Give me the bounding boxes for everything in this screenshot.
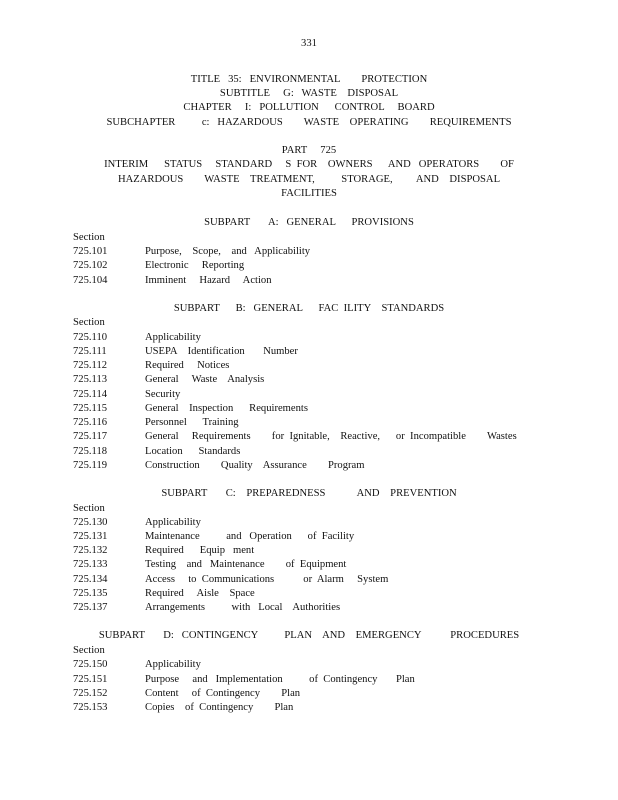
section-title: USEPA Identification Number <box>145 346 298 357</box>
section-title: Maintenance and Operation of Facility <box>145 531 355 542</box>
section-number: 725.116 <box>73 417 108 428</box>
chapter-line: CHAPTER I: POLLUTION CONTROL BOARD <box>183 102 435 113</box>
section-number: 725.152 <box>73 688 108 699</box>
section-title: Electronic Reporting <box>145 260 245 271</box>
section-number: 725.151 <box>73 674 108 685</box>
part-number: PART 725 <box>281 145 337 156</box>
section-title: Personnel Training <box>145 417 239 428</box>
section-title: Applicability <box>145 332 201 343</box>
page-number: 331 <box>301 38 317 49</box>
section-title: Testing and Maintenance of Equipment <box>145 559 347 570</box>
section-label: Section <box>73 317 105 328</box>
section-title: General Inspection Requirements <box>145 403 308 414</box>
section-number: 725.118 <box>73 446 108 457</box>
section-number: 725.115 <box>73 403 108 414</box>
section-title: Required Equip ment <box>145 545 255 556</box>
section-title: Applicability <box>145 659 201 670</box>
subtitle-line: SUBTITLE G: WASTE DISPOSAL <box>219 88 399 99</box>
section-number: 725.114 <box>73 389 108 400</box>
section-number: 725.111 <box>73 346 107 357</box>
section-title: Required Notices <box>145 360 230 371</box>
section-number: 725.150 <box>73 659 108 670</box>
subpart-heading: SUBPART B: GENERAL FAC ILITY STANDARDS <box>173 303 445 314</box>
title-line: TITLE 35: ENVIRONMENTAL PROTECTION <box>190 74 428 85</box>
subpart-heading: SUBPART A: GENERAL PROVISIONS <box>204 217 414 228</box>
section-number: 725.104 <box>73 275 108 286</box>
section-number: 725.130 <box>73 517 108 528</box>
section-number: 725.102 <box>73 260 108 271</box>
section-label: Section <box>73 232 105 243</box>
section-title: Purpose, Scope, and Applicability <box>145 246 311 257</box>
section-label: Section <box>73 645 105 656</box>
section-number: 725.133 <box>73 559 108 570</box>
section-number: 725.113 <box>73 374 108 385</box>
section-number: 725.131 <box>73 531 108 542</box>
section-number: 725.134 <box>73 574 108 585</box>
section-number: 725.119 <box>73 460 108 471</box>
section-title: Location Standards <box>145 446 241 457</box>
section-title: Access to Communications or Alarm System <box>145 574 389 585</box>
section-title: Required Aisle Space <box>145 588 255 599</box>
section-title: Copies of Contingency Plan <box>145 702 294 713</box>
part-title-line-2: HAZARDOUS WASTE TREATMENT, STORAGE, AND DISPOSAL <box>117 174 501 185</box>
section-number: 725.153 <box>73 702 108 713</box>
subpart-heading: SUBPART C: PREPAREDNESS AND PREVENTION <box>161 488 457 499</box>
section-number: 725.112 <box>73 360 108 371</box>
section-number: 725.135 <box>73 588 108 599</box>
section-number: 725.101 <box>73 246 108 257</box>
section-number: 725.110 <box>73 332 108 343</box>
subchapter-line: SUBCHAPTER c: HAZARDOUS WASTE OPERATING REQUIREMENTS <box>106 117 512 128</box>
section-title: Applicability <box>145 517 201 528</box>
section-label: Section <box>73 503 105 514</box>
section-title: General Waste Analysis <box>145 374 265 385</box>
part-title-line-3: FACILITIES <box>281 188 337 199</box>
section-number: 725.137 <box>73 602 108 613</box>
section-number: 725.132 <box>73 545 108 556</box>
section-number: 725.117 <box>73 431 108 442</box>
section-title: Imminent Hazard Action <box>145 275 272 286</box>
section-title: Purpose and Implementation of Contingency Plan <box>145 674 415 685</box>
section-title: Arrangements with Local Authorities <box>145 602 341 613</box>
part-title-line-1: INTERIM STATUS STANDARD S FOR OWNERS AND OPERATORS OF <box>104 159 514 170</box>
subpart-heading: SUBPART D: CONTINGENCY PLAN AND EMERGENCY PROCEDURES <box>98 630 520 641</box>
section-title: Construction Quality Assurance Program <box>145 460 365 471</box>
section-title: Content of Contingency Plan <box>145 688 301 699</box>
section-title: Security <box>145 389 181 400</box>
section-title: General Requirements for Ignitable, Reactive, or Incompatible Wastes <box>145 431 517 442</box>
